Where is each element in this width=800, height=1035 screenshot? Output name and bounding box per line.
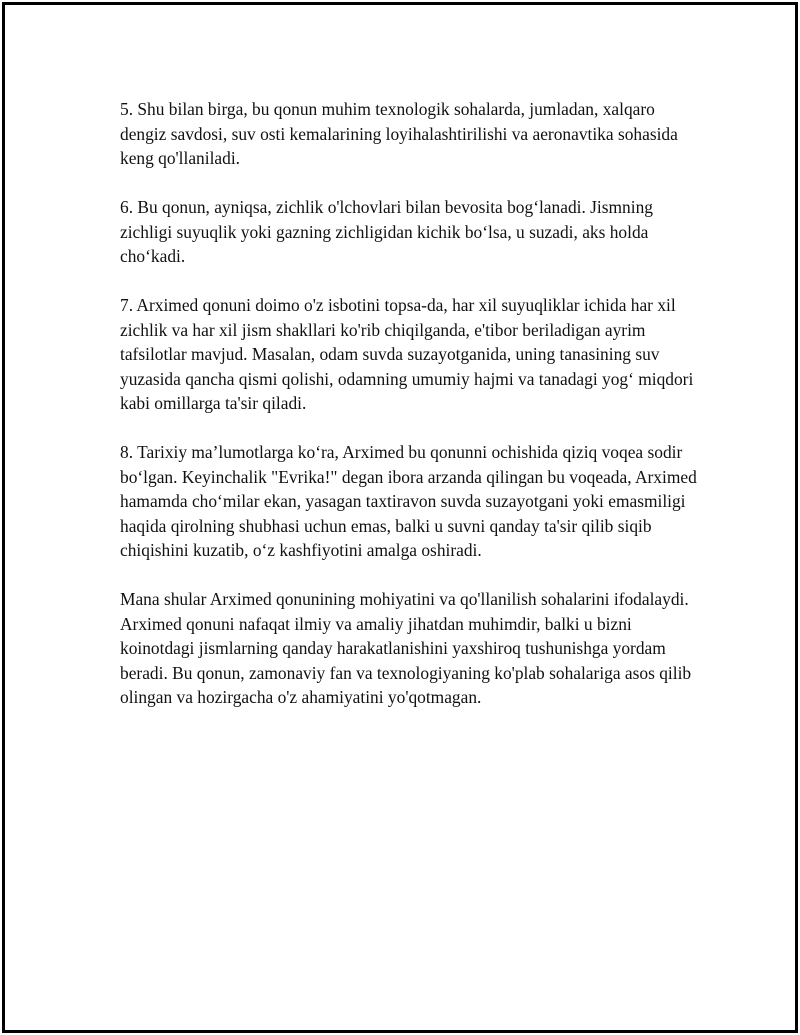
paragraph-5: 5. Shu bilan birga, bu qonun muhim texnologik sohalarda, jumladan, xalqaro dengiz savdosi, suv osti kemalarining loyihalashtirilishi va aeronavtika sohasida keng qo'llaniladi. [120, 99, 678, 168]
paragraph-conclusion: Mana shular Arximed qonunining mohiyatini va qo'llanilish sohalarini ifodalaydi. Arximed qonuni nafaqat ilmiy va amaliy jihatdan muhimdir, balki u bizni koinotdagi jismlarning qanday harakatlanishini yaxshiroq tushunishga yordam beradi. Bu qonun, zamonaviy fan va texnologiyaning ko'plab sohalariga asos qilib olingan va hozirgacha o'z ahamiyatini yo'qotmagan. [120, 589, 692, 707]
paragraph-7: 7. Arximed qonuni doimo o'z isbotini topsa-da, har xil suyuqliklar ichida har xil zichlik va har xil jism shakllari ko'rib chiqilganda, e'tibor beriladigan ayrim tafsilotlar mavjud. Masalan, odam suvda suzayotganida, uning tanasining suv yuzasida qancha qismi qolishi, odamning umumiy hajmi va tanadagi yog‘ miqdori kabi omillarga ta'sir qiladi. [120, 295, 694, 413]
document-body [120, 97, 700, 734]
paragraph-6: 6. Bu qonun, ayniqsa, zichlik o'lchovlari bilan bevosita bog‘lanadi. Jismning zichligi suyuqlik yoki gazning zichligidan kichik bo‘lsa, u suzadi, aks holda cho‘kadi. [120, 197, 653, 266]
paragraph-8: 8. Tarixiy ma’lumotlarga ko‘ra, Arximed bu qonunni ochishida qiziq voqea sodir bo‘lgan. Keyinchalik "Evrika!" degan ibora arzanda qilingan bu voqeada, Arximed hamamda cho‘milar ekan, yasagan taxtiravon suvda suzayotgani yoki emasmiligi haqida qirolning shubhasi uchun emas, balki u suvni qanday ta'sir qilib siqib chiqishini kuzatib, o‘z kashfiyotini amalga oshiradi. [120, 442, 697, 560]
page-frame [2, 2, 798, 1033]
